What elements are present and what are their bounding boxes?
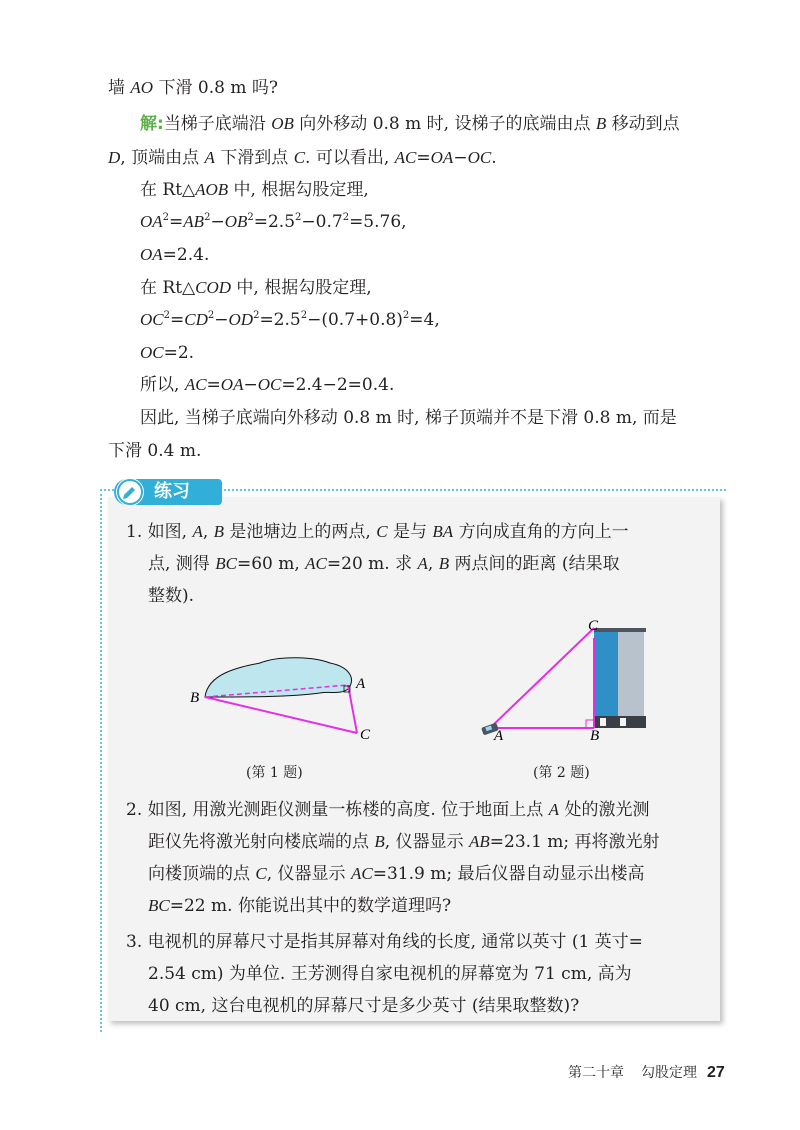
text: 所以, (140, 375, 185, 395)
right-angle-mark (586, 720, 594, 728)
var: B (438, 554, 450, 573)
label-c: C (360, 727, 371, 743)
footer-title: 勾股定理 (641, 1065, 697, 1081)
equation-ac (140, 373, 394, 397)
text: , 仪器显示 (384, 832, 470, 852)
q1-line-3: 整数). (148, 586, 195, 606)
var: AO (130, 78, 154, 97)
text: = (170, 310, 185, 330)
text: =20 m. 求 (326, 554, 418, 574)
var: AOB (195, 180, 229, 199)
text: 两点间的距离 (结果取 (449, 554, 620, 574)
text: 下滑到点 (214, 148, 294, 168)
text: 是池塘边上的两点, (224, 522, 377, 542)
text: =22 m. 你能说出其中的数学道理吗? (169, 896, 452, 916)
text: 移动到点 (606, 114, 680, 134)
var: OD (228, 310, 254, 329)
text: 墙 (108, 78, 131, 98)
text: . (491, 148, 497, 168)
q3-line-2: 2.54 cm) 为单位. 王芳测得自家电视机的屏幕宽为 71 cm, 高为 (148, 964, 632, 984)
pencil-circle-icon (116, 478, 144, 506)
var: AC (305, 554, 327, 573)
text: − (453, 148, 468, 168)
exponent: 2 (162, 212, 170, 223)
var: A (548, 800, 560, 819)
var: COD (195, 278, 232, 297)
text: =5.76, (349, 212, 407, 232)
conclusion-line-1: 因此, 当梯子底端向外移动 0.8 m 时, 梯子顶端并不是下滑 0.8 m, 而是 (140, 408, 677, 428)
equation-oc-result (140, 341, 194, 365)
page-number: 27 (707, 1064, 725, 1081)
var: B (213, 522, 225, 541)
exponent: 2 (295, 212, 302, 223)
text: =31.9 m; 最后仪器自动显示出楼高 (372, 864, 645, 884)
text: 在 Rt△ (140, 180, 196, 200)
conclusion-line-2: 下滑 0.4 m. (108, 441, 202, 461)
label-a: A (356, 676, 366, 692)
solution-line-1 (140, 112, 680, 136)
var: BA (432, 522, 454, 541)
solution-line-3 (140, 178, 369, 202)
var: OA (430, 148, 454, 167)
var: OA (220, 375, 244, 394)
text: =60 m, (236, 554, 306, 574)
text: =23.1 m; 再将激光射 (489, 832, 660, 852)
text: 距仪先将激光射向楼底端的点 (148, 832, 375, 852)
text: 1. 如图, (126, 522, 193, 542)
text: − (210, 212, 225, 232)
var: OA (140, 245, 163, 264)
figure-2-caption: (第 2 题) (533, 765, 590, 781)
text: =2. (163, 343, 195, 363)
var: OA (140, 212, 163, 231)
text: − (214, 310, 229, 330)
text: 当梯子底端沿 (163, 114, 272, 134)
text: , 仪器显示 (266, 864, 351, 884)
var: AC (350, 864, 373, 883)
segment-bc (205, 697, 357, 733)
var: A (204, 148, 215, 167)
var: D (108, 148, 121, 167)
exponent: 2 (204, 212, 211, 223)
var: OB (224, 212, 248, 231)
text: , (427, 554, 439, 574)
solution-line-6 (140, 276, 372, 300)
label-b: B (190, 690, 200, 706)
practice-header (114, 477, 224, 507)
text: −0.7 (301, 212, 343, 232)
q1-line-1 (126, 520, 629, 544)
var: C (255, 864, 267, 883)
text: , 顶端由点 (120, 148, 205, 168)
footer-chapter: 第二十章 (568, 1065, 624, 1081)
exponent: 2 (300, 310, 308, 321)
var: AC (184, 375, 207, 394)
text: 是与 (387, 522, 433, 542)
text: −(0.7+0.8) (307, 310, 403, 330)
figure-1-caption: (第 1 题) (246, 765, 303, 781)
solution-label: 解: (140, 114, 164, 134)
var: AC (394, 148, 417, 167)
q2-line-4 (148, 894, 451, 918)
intro-line (108, 76, 278, 100)
label-b: B (590, 728, 600, 744)
label-c: C (588, 618, 599, 634)
exponent: 2 (253, 310, 260, 321)
text: . 可以看出, (305, 148, 395, 168)
var: BC (148, 896, 170, 915)
text: = (169, 212, 184, 232)
segment-ac (490, 628, 594, 728)
var: A (192, 522, 203, 541)
equation-oa-result (140, 243, 209, 267)
text: 向楼顶端的点 (148, 864, 256, 884)
q3-line-1: 3. 电视机的屏幕尺寸是指其屏幕对角线的长度, 通常以英寸 (1 英寸= (126, 932, 643, 952)
text: 下滑 0.8 m 吗? (153, 78, 278, 98)
text: 中, 根据勾股定理, (231, 278, 372, 298)
text: 方向成直角的方向上一 (453, 522, 629, 542)
text: =4, (409, 310, 440, 330)
exponent: 2 (163, 310, 170, 321)
text: , (202, 522, 214, 542)
text: =2.4. (162, 245, 210, 265)
var: CD (184, 310, 208, 329)
text: 处的激光测 (559, 800, 650, 820)
exponent: 2 (207, 310, 215, 321)
text: 点, 测得 (148, 554, 216, 574)
var: OC (140, 310, 164, 329)
text: =2.4−2=0.4. (281, 375, 395, 395)
q2-line-3 (148, 862, 644, 886)
equation-oa (140, 210, 407, 234)
exponent: 2 (342, 212, 350, 223)
exponent: 2 (402, 310, 410, 321)
text: =2.5 (259, 310, 301, 330)
building-icon (594, 628, 646, 728)
text: 在 Rt△ (140, 278, 196, 298)
var: A (417, 554, 428, 573)
exponent: 2 (247, 212, 254, 223)
practice-title: 练习 (154, 481, 190, 502)
text: 2. 如图, 用激光测距仪测量一栋楼的高度. 位于地面上点 (126, 800, 549, 820)
var: B (595, 114, 607, 133)
q2-line-2 (148, 830, 660, 854)
var: OB (271, 114, 294, 133)
text: 向外移动 0.8 m 时, 设梯子的底端由点 (293, 114, 596, 134)
var: OC (467, 148, 492, 167)
text: = (206, 375, 221, 395)
var: AB (469, 832, 490, 851)
solution-line-2 (108, 146, 497, 170)
text: =2.5 (253, 212, 296, 232)
text: = (416, 148, 431, 168)
var: BC (215, 554, 237, 573)
q2-line-1 (126, 798, 649, 822)
var: OC (140, 343, 164, 362)
text: 中, 根据勾股定理, (228, 180, 369, 200)
var: B (374, 832, 385, 851)
var: C (376, 522, 388, 541)
q3-line-3: 40 cm, 这台电视机的屏幕尺寸是多少英寸 (结果取整数)? (148, 996, 580, 1016)
figure-2-building (470, 614, 660, 746)
var: OC (257, 375, 282, 394)
q1-line-2 (148, 552, 620, 576)
text: − (243, 375, 258, 395)
equation-oc (140, 308, 440, 332)
label-a: A (494, 728, 504, 744)
var: AB (183, 212, 205, 231)
var: C (293, 148, 306, 167)
figure-1-pond (180, 645, 380, 745)
